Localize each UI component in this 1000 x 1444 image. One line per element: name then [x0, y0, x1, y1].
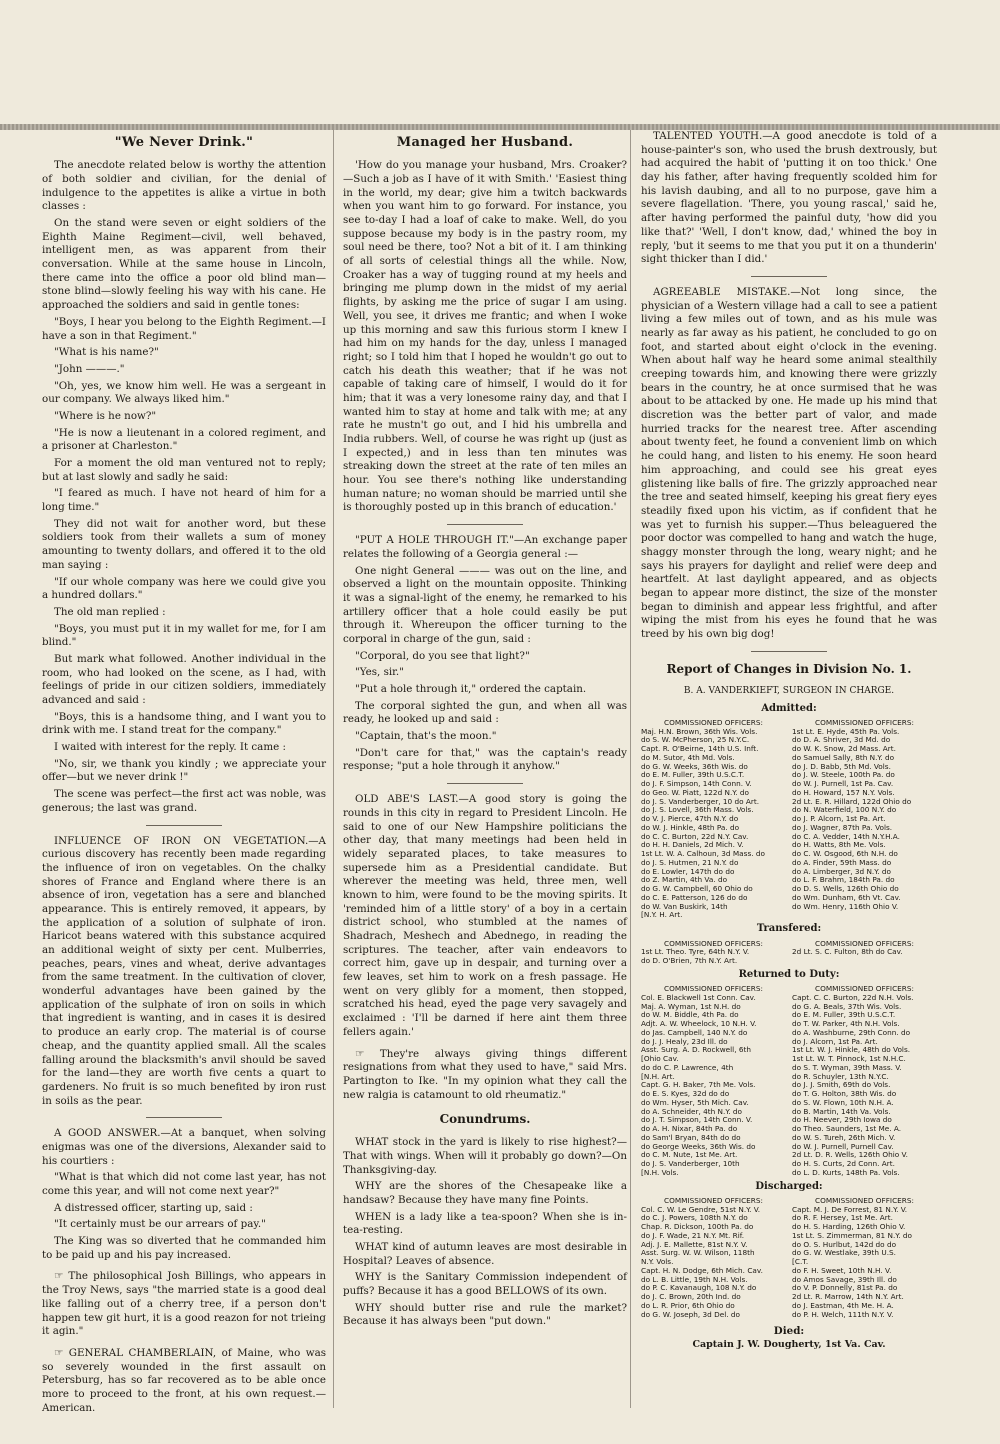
paragraph: "No, sir, we thank you kindly ; we appreciate your offer—but we never drink !": [42, 757, 326, 784]
officer-entry: do A. Finder, 59th Mass. do: [792, 858, 892, 867]
officer-entry: [N.H. Vols.: [641, 1168, 679, 1177]
died-name: Captain J. W. Dougherty, 1st Va. Cav.: [692, 1339, 886, 1351]
officer-entry: do J. Alcorn, 1st Pa. Art.: [792, 1037, 878, 1046]
column-divider-1: [333, 130, 334, 1408]
discharged-right-col: [792, 1206, 937, 1320]
officer-entry: do C. J. Powers, 108th N.Y. do: [641, 1214, 748, 1223]
column-3: [641, 130, 937, 1352]
pointing-hand-icon: ☞: [54, 1270, 69, 1283]
officer-entry: do H. S. Curts, 2d Conn. Art.: [792, 1160, 895, 1169]
article-title-we-never-drink: "We Never Drink.": [114, 135, 254, 150]
officer-entry: Asst. Surg. A. D. Rockwell, 6th: [641, 1046, 751, 1055]
officer-entry: do C. W. Osgood, 6th N.H. do: [792, 850, 898, 859]
discharged-heading: Discharged:: [755, 1180, 823, 1192]
officer-entry: Col. C. W. Le Gendre, 51st N.Y. V.: [641, 1205, 761, 1214]
officer-entry: do N. Waterfield, 100 N.Y. do: [792, 806, 897, 815]
conundrum: WHAT kind of autumn leaves are most desirable in Hospital? Leaves of absence.: [343, 1241, 627, 1267]
returned-heading: Returned to Duty:: [738, 968, 840, 980]
paragraph: "I feared as much. I have not heard of him for a long time.": [42, 487, 326, 514]
separator: [447, 783, 523, 784]
officer-entry: do W. K. Snow, 2d Mass. Art.: [792, 745, 896, 754]
officer-entry: do C. C. Burton, 22d N.Y. Cav.: [641, 832, 749, 841]
chamberlain-text: GENERAL CHAMBERLAIN, of Maine, who was so severely wounded in the first assault on Petersburg, has so far recovered as to be able once more to proceed to the front, at his own request.—American.: [42, 1346, 326, 1414]
officer-entry: do T. W. Parker, 4th N.H. Vols.: [792, 1020, 900, 1029]
officer-entry: do L. R. Prior, 6th Ohio do: [641, 1301, 735, 1310]
paragraph: "Captain, that's the moon.": [355, 730, 497, 743]
transferred-left-col: [641, 948, 786, 966]
partington-text: They're always giving things different resignations from what they used to have," said Mrs. Partington to Ike. "In my opinion what they call the new ralgia is catamount to old rheumatiz.": [343, 1047, 628, 1101]
officer-entry: Adj. J. E. Mallette, 81st N.Y. V.: [641, 1240, 748, 1249]
officers-label: COMMISSIONED OFFICERS:: [815, 984, 914, 994]
article-good-answer: A GOOD ANSWER.—At a banquet, when solving enigmas was one of the diversions, Alexander said to his courtiers :: [42, 1127, 326, 1167]
officer-entry: do J. S. Hutmen, 21 N.Y. do: [641, 858, 739, 867]
officer-entry: [N.H. Art.: [641, 1072, 675, 1081]
officer-entry: do J. C. Brown, 20th Ind. do: [641, 1293, 741, 1302]
paragraph: "Put a hole through it," ordered the captain.: [355, 683, 587, 696]
report-title: Report of Changes in Division No. 1.: [666, 661, 912, 676]
officer-entry: 1st Lt. S. Zimmerman, 81 N.Y. do: [792, 1231, 913, 1240]
paragraph: "He is now a lieutenant in a colored regiment, and a prisoner at Charleston.": [42, 426, 326, 453]
admitted-list: [641, 719, 937, 920]
officer-entry: do S. T. Wyman, 39th Mass. V.: [792, 1063, 902, 1072]
officer-entry: 2d Lt. S. C. Fulton, 8th do Cav.: [792, 948, 903, 957]
officer-entry: do C. A. Vedder, 14th N.Y.H.A.: [792, 832, 900, 841]
column-divider-2: [630, 130, 631, 1408]
conundrum: WHAT stock in the yard is likely to rise highest?—That with wings. When will it probably go down?—On Thanksgiving-day.: [343, 1136, 627, 1176]
officer-entry: do O. S. Hurlbut, 142d do do: [792, 1240, 897, 1249]
officer-entry: do W. J. Purnell, Purnell Cav.: [792, 1142, 894, 1151]
officer-entry: do Geo. W. Piatt, 122d N.Y. do: [641, 788, 750, 797]
officer-entry: do J. J. Healy, 23d Ill. do: [641, 1037, 728, 1046]
officer-entry: [Ohio Cav.: [641, 1055, 679, 1064]
officer-entry: do H. Watts, 8th Me. Vols.: [792, 841, 886, 850]
officer-entry: do E. M. Fuller, 39th U.S.C.T.: [792, 1011, 896, 1020]
officer-entry: do Samuel Sally, 8th N.Y. do: [792, 753, 895, 762]
report-surgeon: B. A. VANDERKIEFT, SURGEON IN CHARGE.: [683, 685, 895, 696]
paragraph: For a moment the old man ventured not to reply; but at last slowly and sadly he said:: [42, 457, 326, 483]
paragraph: "It certainly must be our arrears of pay.": [54, 1218, 266, 1231]
paragraph: "Oh, yes, we know him well. He was a sergeant in our company. We always liked him.": [42, 379, 326, 406]
officer-entry: 1st Lt. W. T. Pinnock, 1st N.H.C.: [792, 1055, 906, 1064]
officer-entry: do H. Howard, 157 N.Y. Vols.: [792, 788, 895, 797]
officer-entry: do J. S. Vanderberger, 10th: [641, 1160, 740, 1169]
discharged-list: [641, 1197, 937, 1320]
officer-entry: do A. Schneider, 4th N.Y. do: [641, 1107, 743, 1116]
article-old-abes-last: OLD ABE'S LAST.—A good story is going the rounds in this city in regard to President Lincoln. He said to one of our New Hampshire politicians the other day, that many meetings had been held in widely separated places, to take measures to supersede him as a Presidential candidate. But wherever the meeting was held, three men, well known to him, were found to be the moving spirits. It 'reminded him of a little story' of a boy in a certain district school, who stumbled at the names of Shadrach, Meshech and Abednego, in reading the scriptures. The teacher, after vain endeavors to correct him, gave up in despair, and turning over a few leaves, set him to work on a fresh passage. He went on very glibly for a moment, then stopped, scratched his head, eyed the page very savagely and exclaimed : 'I'll be darned if here aint them three fellers again.': [343, 793, 627, 1038]
officer-entry: Maj. H.N. Brown, 36th Wis. Vols.: [641, 727, 758, 736]
officer-entry: do C. E. Patterson, 126 do do: [641, 893, 748, 902]
officer-entry: Col. E. Blackwell 1st Conn. Cav.: [641, 993, 756, 1002]
officer-entry: do J. T. Simpson, 14th Conn. V.: [641, 1116, 753, 1125]
officer-entry: Capt. M. J. De Forrest, 81 N.Y. V.: [792, 1205, 908, 1214]
separator: [751, 651, 827, 652]
officer-entry: do M. Sutor, 4th Md. Vols.: [641, 753, 735, 762]
officer-entry: do G. W. Weeks, 36th Wis. do: [641, 762, 748, 771]
officer-entry: Chap. R. Dickson, 100th Pa. do: [641, 1223, 754, 1232]
article-managed-husband: 'How do you manage your husband, Mrs. Croaker?—Such a job as I have of it with Smith.' 'Easiest thing in the world, my dear; give him a twitch backwards when you want him to go forward. For instance, you see to-day I had a loaf of cake to make. Well, do you suppose because my body is in the pastry room, my soul need be there, too? Not a bit of it. I am thinking of all sorts of celestial things all the while. Now, Croaker has a way of tugging round at my heels and bringing me plump down in the midst of my aerial flights, by asking me the price of sugar I am using. Well, you see, it drives me frantic; and when I woke up this morning and saw this furious storm I knew I had him on my hands for the day, unless I managed right; so I told him that I hoped he wouldn't go out to catch his death this weather; that if he was not capable of taking care of himself, I would do it for him; that it was a very lonesome rainy day, and that I wanted him to stay at home and talk with me; at any rate he mustn't go out, and I hid his umbrella and India rubbers. Well, of course he was right up (just as I expected,) and in less than ten minutes was streaking down the street at the rate of ten miles an hour. You see there's nothing like understanding human nature; no woman should be married until she is thoroughly posted up in this branch of education.': [343, 159, 627, 514]
officers-label: COMMISSIONED OFFICERS:: [664, 717, 763, 727]
officer-entry: 1st Lt. W. J. Hinkle, 48th do Vols.: [792, 1046, 911, 1055]
officer-entry: 2d Lt. E. R. Hillard, 122d Ohio do: [792, 797, 912, 806]
officer-entry: Asst. Surg. W. W. Wilson, 118th: [641, 1249, 755, 1258]
column-1: [42, 130, 326, 1418]
paragraph: "Where is he now?": [54, 409, 157, 422]
pointing-hand-icon: ☞: [54, 1346, 69, 1359]
officers-label: COMMISSIONED OFFICERS:: [815, 938, 914, 948]
officer-entry: do E. S. Kyes, 32d do do: [641, 1090, 730, 1099]
separator: [146, 825, 222, 826]
paragraph: "Boys, you must put it in my wallet for me, for I am blind.": [42, 622, 326, 649]
article-josh-billings: [42, 1270, 326, 1338]
officer-entry: 2d Lt. R. Marrow, 14th N.Y. Art.: [792, 1293, 904, 1302]
paragraph: "Don't care for that," was the captain's ready response; "put a hole through it anyhow.": [343, 746, 627, 773]
officer-entry: [N.Y. H. Art.: [641, 911, 683, 920]
officer-entry: do H. H. Daniels, 2d Mich. V.: [641, 841, 744, 850]
officer-entry: do D. A. Shriver, 3d Md. do: [792, 736, 891, 745]
separator: [447, 524, 523, 525]
officers-label: COMMISSIONED OFFICERS:: [664, 938, 763, 948]
conundrum: WHY should butter rise and rule the market? Because it has always been "put down.": [343, 1301, 627, 1328]
paragraph: I waited with interest for the reply. It came :: [54, 741, 286, 754]
paragraph: But mark what followed. Another individual in the room, who had looked on the scene, as I had, with feelings of pride in our citizen soldiers, immediately advanced and said :: [42, 652, 326, 707]
transferred-heading: Transfered:: [756, 923, 822, 935]
officer-entry: do J. Eastman, 4th Me. H. A.: [792, 1301, 894, 1310]
paragraph: "John ———.": [54, 362, 125, 375]
transferred-right-col: [792, 948, 937, 966]
officer-entry: do F. H. Sweet, 10th N.H. V.: [792, 1266, 892, 1275]
separator: [751, 276, 827, 277]
separator: [146, 1117, 222, 1118]
paragraph: The scene was perfect—the first act was noble, was generous; the last was grand.: [42, 788, 326, 814]
officer-entry: do H. S. Harding, 126th Ohio V.: [792, 1223, 906, 1232]
officer-entry: do R. F. Hersey, 1st Me. Art.: [792, 1214, 893, 1223]
officer-entry: do G. W. Westlake, 39th U.S.: [792, 1249, 896, 1258]
article-title-managed-husband: Managed her Husband.: [396, 135, 574, 150]
officer-entry: do J. S. Lovell, 36th Mass. Vols.: [641, 806, 754, 815]
officer-entry: Capt. C. C. Burton, 22d N.H. Vols.: [792, 993, 914, 1002]
officer-entry: 2d Lt. D. R. Wells, 126th Ohio V.: [792, 1151, 908, 1160]
billings-text: The philosophical Josh Billings, who appears in the Troy News, says "the married state is a good deal like falling out of a cherry tree, if a person don't happen tew git hurt, it is a good reazon for not trieing it agin.": [42, 1270, 326, 1338]
officer-entry: do D. O'Brien, 7th N.Y. Art.: [641, 957, 738, 966]
officers-label: COMMISSIONED OFFICERS:: [664, 1195, 763, 1205]
officer-entry: do Theo. Saunders, 1st Me. A.: [792, 1125, 902, 1134]
officer-entry: do A. Limberger, 3d N.Y. do: [792, 867, 891, 876]
column-2: [343, 130, 627, 1332]
conundrum: WHY is the Sanitary Commission independent of puffs? Because it has a good BELLOWS of its own.: [343, 1271, 627, 1298]
officer-entry: do B. Martin, 14th Va. Vols.: [792, 1107, 891, 1116]
officer-entry: [C.T.: [792, 1258, 809, 1267]
officers-label: COMMISSIONED OFFICERS:: [815, 717, 914, 727]
paragraph: The corporal sighted the gun, and when all was ready, he looked up and said :: [343, 699, 627, 726]
officer-entry: 1st Lt. W. A. Calhoun, 3d Mass. do: [641, 850, 765, 859]
returned-list: [641, 985, 937, 1178]
officer-entry: do W. J. Hinkle, 48th Pa. do: [641, 823, 740, 832]
officer-entry: Capt. H. N. Dodge, 6th Mich. Cav.: [641, 1266, 763, 1275]
paragraph: "Corporal, do you see that light?": [355, 649, 530, 662]
officer-entry: do V. P. Donnelly, 81st Pa. do: [792, 1284, 898, 1293]
officer-entry: do Amos Savage, 39th Ill. do: [792, 1275, 897, 1284]
officer-entry: do Jas. Campbell, 140 N.Y. do: [641, 1028, 748, 1037]
officer-entry: do A. Washburne, 29th Conn. do: [792, 1028, 911, 1037]
article-talented-youth: TALENTED YOUTH.—A good anecdote is told of a house-painter's son, who used the brush dextrously, but had acquired the habit of 'putting it on too thick.' One day his father, after having frequently scolded him for his lavish daubing, and all to no purpose, gave him a severe flagellation. 'There, you young rascal,' said he, after having performed the painful duty, 'how did you like that?' 'Well, I don't know, dad,' whined the boy in reply, 'but it seems to me that you put it on a thunderin' sight thicker than I did.': [641, 130, 937, 266]
article-put-a-hole: "PUT A HOLE THROUGH IT."—An exchange paper relates the following of a Georgia general :—: [343, 534, 627, 560]
officer-entry: Adjt. A. W. Wheelock, 10 N.H. V.: [641, 1020, 757, 1029]
conundrum: WHEN is a lady like a tea-spoon? When she is in-tea-resting.: [343, 1210, 627, 1237]
officer-entry: do T. G. Holton, 38th Wis. do: [792, 1090, 897, 1099]
officer-entry: do E. M. Fuller, 39th U.S.C.T.: [641, 771, 745, 780]
officer-entry: do P. H. Welch, 111th N.Y. V.: [792, 1310, 894, 1319]
officer-entry: do J. F. Wade, 21 N.Y. Mt. Rif.: [641, 1231, 745, 1240]
officer-entry: do Z. Martin, 4th Va. do: [641, 876, 728, 885]
officer-entry: do W. J. Purnell, 1st Pa. Cav.: [792, 780, 894, 789]
officer-entry: Capt. R. O'Beirne, 14th U.S. Inft.: [641, 745, 759, 754]
article-agreeable-mistake: AGREEABLE MISTAKE.—Not long since, the physician of a Western village had a call to see a patient living a few miles out of town, and as his mule was nearly as far away as his patient, he concluded to go on foot, and started about eight o'clock in the evening. When about half way he heard some animal stealthily creeping towards him, and knowing there were grizzly bears in the country, he at once surmised that he was about to be attacked by one. He made up his mind that discretion was the better part of valor, and made hurried tracks for the nearest tree. After ascending about twenty feet, he found a convenient limb on which he could hang, and listen to his enemy. He soon heard him approaching, and could see his great eyes glistening like balls of fire. The grizzly approached near the tree and seated himself, keeping his great fiery eyes steadily fixed upon his victim, as if confident that he was yet to furnish his supper.—Thus beleaguered the poor doctor was compelled to hang and watch the huge, shaggy monster through the long, weary night; and he says his prayers for daylight and relief were deep and heartfelt. At last daylight appeared, and as objects began to appear more distinct, the size of the monster began to diminish and appear less frightful, and after wiping the mist from his eyes he found that he was treed by his own big dog!: [641, 285, 937, 641]
paragraph: "What is that which did not come last year, has not come this year, and will not come next year?": [42, 1171, 326, 1198]
paragraph: "Boys, I hear you belong to the Eighth Regiment.—I have a son in that Regiment.": [42, 315, 326, 342]
paragraph: They did not wait for another word, but these soldiers took from their wallets a sum of money amounting to twenty dollars, and offered it to the old man saying :: [42, 517, 326, 571]
officer-entry: N.Y. Vols.: [641, 1258, 674, 1267]
officer-entry: do J. F. Simpson, 14th Conn. V.: [641, 780, 752, 789]
officer-entry: do G. W. Joseph, 3d Del. do: [641, 1310, 740, 1319]
article-general-chamberlain: [42, 1347, 326, 1415]
officer-entry: do J. S. Vanderberger, 10 do Art.: [641, 797, 760, 806]
officer-entry: do W. Van Buskirk, 14th: [641, 902, 728, 911]
paragraph: "If our whole company was here we could give you a hundred dollars.": [42, 575, 326, 602]
officer-entry: do do C. P. Lawrence, 4th: [641, 1063, 734, 1072]
admitted-right-col: [792, 728, 937, 921]
paragraph: The anecdote related below is worthy the attention of both soldier and civilian, for the denial of indulgence to the appetites is alike a virtue in both classes :: [42, 159, 326, 213]
article-partington: [343, 1048, 627, 1103]
paragraph: The old man replied :: [54, 605, 166, 618]
paragraph: One night General ——— was out on the line, and observed a light on the mountain opposite. Thinking it was a signal-light of the enemy, he remarked to his artillery officer that a hole could easily be put through it. Whereupon the officer turning to the corporal in charge of the gun, said :: [343, 564, 627, 645]
officer-entry: do Wm. Hyser, 5th Mich. Cav.: [641, 1098, 749, 1107]
pointing-hand-icon: ☞: [355, 1047, 380, 1060]
officers-label: COMMISSIONED OFFICERS:: [815, 1195, 914, 1205]
officer-entry: do W. M. Biddle, 4th Pa. do: [641, 1011, 739, 1020]
paragraph: "What is his name?": [54, 346, 159, 359]
admitted-heading: Admitted:: [761, 702, 817, 714]
officer-entry: do A. H. Nixar, 84th Pa. do: [641, 1125, 738, 1134]
officer-entry: do R. Schuyler, 13th N.Y.C.: [792, 1072, 889, 1081]
officer-entry: do S. W. McPherson, 25 N.Y.C.: [641, 736, 750, 745]
officer-entry: do G. W. Campbell, 60 Ohio do: [641, 885, 753, 894]
officer-entry: do L. B. Little, 19th N.H. Vols.: [641, 1275, 748, 1284]
paragraph: The King was so diverted that he commanded him to be paid up and his pay increased.: [42, 1235, 326, 1261]
officer-entry: do H. Neever, 29th Iowa do: [792, 1116, 892, 1125]
officer-entry: do Sam'l Bryan, 84th do do: [641, 1133, 741, 1142]
officer-entry: 1st Lt. Theo. Tyre, 64th N.Y. V.: [641, 948, 750, 957]
officer-entry: do E. Lowler, 147th do do: [641, 867, 735, 876]
officer-entry: do L. F. Brahm, 184th Pa. do: [792, 876, 895, 885]
officer-entry: do J. W. Steele, 100th Pa. do: [792, 771, 895, 780]
officer-entry: do J. D. Babb, 5th Md. Vols.: [792, 762, 891, 771]
officer-entry: Capt. G. H. Baker, 7th Me. Vols.: [641, 1081, 756, 1090]
conundrum: WHY are the shores of the Chesapeake like a handsaw? Because they have many fine Points.: [343, 1180, 627, 1206]
officer-entry: do D. S. Wells, 126th Ohio do: [792, 885, 899, 894]
officer-entry: do Wm. Dunham, 6th Vt. Cav.: [792, 893, 901, 902]
officer-entry: do J. P. Alcorn, 1st Pa. Art.: [792, 815, 886, 824]
officer-entry: 1st Lt. E. Hyde, 45th Pa. Vols.: [792, 727, 900, 736]
officer-entry: do P. C. Kavanaugh, 108 N.Y. do: [641, 1284, 757, 1293]
officer-entry: do J. J. Smith, 69th do Vols.: [792, 1081, 891, 1090]
officers-label: COMMISSIONED OFFICERS:: [664, 984, 763, 994]
officer-entry: do G. A. Beals, 37th Wis. Vols.: [792, 1002, 902, 1011]
paragraph: "Yes, sir.": [355, 666, 404, 679]
paragraph: "Boys, this is a handsome thing, and I want you to drink with me. I stand treat for the company.": [42, 710, 326, 737]
officer-entry: do V. J. Pierce, 47th N.Y. do: [641, 815, 739, 824]
died-heading: Died:: [773, 1325, 805, 1338]
officer-entry: do George Weeks, 36th Wis. do: [641, 1142, 756, 1151]
officer-entry: do C. M. Nute, 1st Me. Art.: [641, 1151, 738, 1160]
discharged-left-col: [641, 1206, 786, 1320]
officer-entry: do W. S. Tureh, 26th Mich. V.: [792, 1133, 896, 1142]
officer-entry: do J. Wagner, 87th Pa. Vols.: [792, 823, 893, 832]
officer-entry: Maj. A. Wyman, 1st N.H. do: [641, 1002, 741, 1011]
returned-left-col: [641, 994, 786, 1178]
section-title-conundrums: Conundrums.: [439, 1112, 531, 1127]
transferred-list: [641, 940, 937, 966]
article-iron-vegetation: INFLUENCE OF IRON ON VEGETATION.—A curious discovery has recently been made regarding the influence of iron on vegetables. On the chalky shores of France and England where there is an absence of iron, vegetation has a sere and blanched appearance. This is entirely removed, it appears, by the application of a solution of sulphate of iron. Haricot beans watered with this substance acquired an additional weight of sixty per cent. Mulberries, peaches, pears, vines and wheat, derive advantages from the same treatment. In the cultivation of clover, wonderful advantages have been gained by the application of the sulphate of iron on soils in which that ingredient is wanting, and in cases it is desired to produce an early crop. The material is of course cheap, and the quantity applied small. All the scales falling around the blacksmith's anvil should be saved for the land—they are worth five cents a quart to gardeners. No fruit is so much benefited by iron rust in soils as the pear.: [42, 834, 326, 1107]
officer-entry: do Wm. Henry, 116th Ohio V.: [792, 902, 899, 911]
paragraph: On the stand were seven or eight soldiers of the Eighth Maine Regiment—civil, well behaved, intelligent men, as was apparent from their conversation. While at the same house in Lincoln, there came into the office a poor old blind man—stone blind—slowly feeling his way with his cane. He approached the soldiers and said in gentle tones:: [42, 217, 326, 312]
returned-right-col: [792, 994, 937, 1178]
admitted-left-col: [641, 728, 786, 921]
officer-entry: do S. W. Flown, 10th N.H. A.: [792, 1098, 894, 1107]
officer-entry: do L. D. Kurts, 148th Pa. Vols.: [792, 1168, 900, 1177]
paragraph: A distressed officer, starting up, said :: [54, 1201, 253, 1214]
